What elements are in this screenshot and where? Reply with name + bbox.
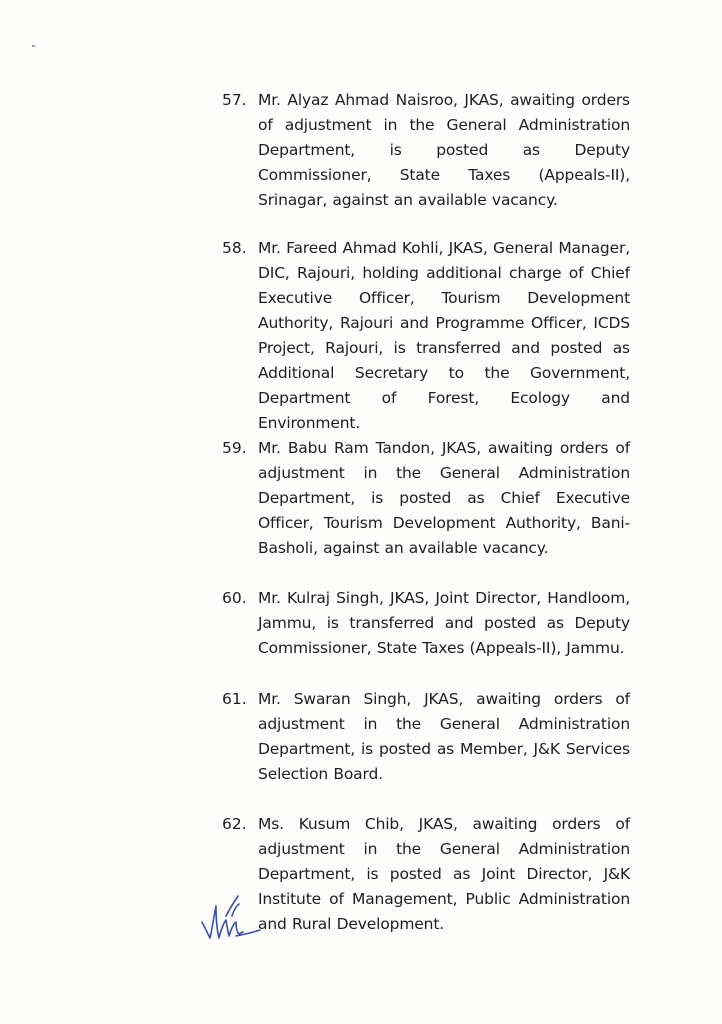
item-number: 59.	[222, 439, 247, 457]
item-text: Mr. Babu Ram Tandon, JKAS, awaiting orders of adjustment in the General Administration Department, is posted as Chief Executive Officer, Tourism Development Authority, Bani-Basholi, against an available vacancy.	[258, 439, 630, 557]
item-number: 62.	[222, 815, 247, 833]
item-text: Mr. Swaran Singh, JKAS, awaiting orders of adjustment in the General Administration Department, is posted as Member, J&K Services Selection Board.	[258, 690, 630, 783]
handwritten-signature	[196, 886, 262, 948]
order-item-57	[222, 88, 630, 213]
item-text: Mr. Alyaz Ahmad Naisroo, JKAS, awaiting orders of adjustment in the General Administration Department, is posted as Deputy Commissioner, State Taxes (Appeals-II), Srinagar, against an available vacancy.	[258, 91, 630, 209]
item-number: 57.	[222, 91, 247, 109]
order-item-61	[222, 687, 630, 787]
item-text: Mr. Fareed Ahmad Kohli, JKAS, General Manager, DIC, Rajouri, holding additional charge of Chief Executive Officer, Tourism Development Authority, Rajouri and Programme Officer, ICDS Project, Rajouri, is transferred and posted as Additional Secretary to the Government, Department of Forest, Ecology and Environment.	[258, 239, 630, 432]
item-text: Ms. Kusum Chib, JKAS, awaiting orders of adjustment in the General Administration Department, is posted as Joint Director, J&K Institute of Management, Public Administration and Rural Development.	[258, 815, 630, 933]
order-item-60	[222, 586, 630, 661]
order-item-58	[222, 236, 630, 436]
scan-speck	[32, 45, 35, 47]
item-number: 60.	[222, 589, 247, 607]
order-item-62	[222, 812, 630, 937]
item-number: 58.	[222, 239, 247, 257]
order-item-59	[222, 436, 630, 561]
item-number: 61.	[222, 690, 247, 708]
item-text: Mr. Kulraj Singh, JKAS, Joint Director, Handloom, Jammu, is transferred and posted as Deputy Commissioner, State Taxes (Appeals-II), Jammu.	[258, 589, 630, 657]
